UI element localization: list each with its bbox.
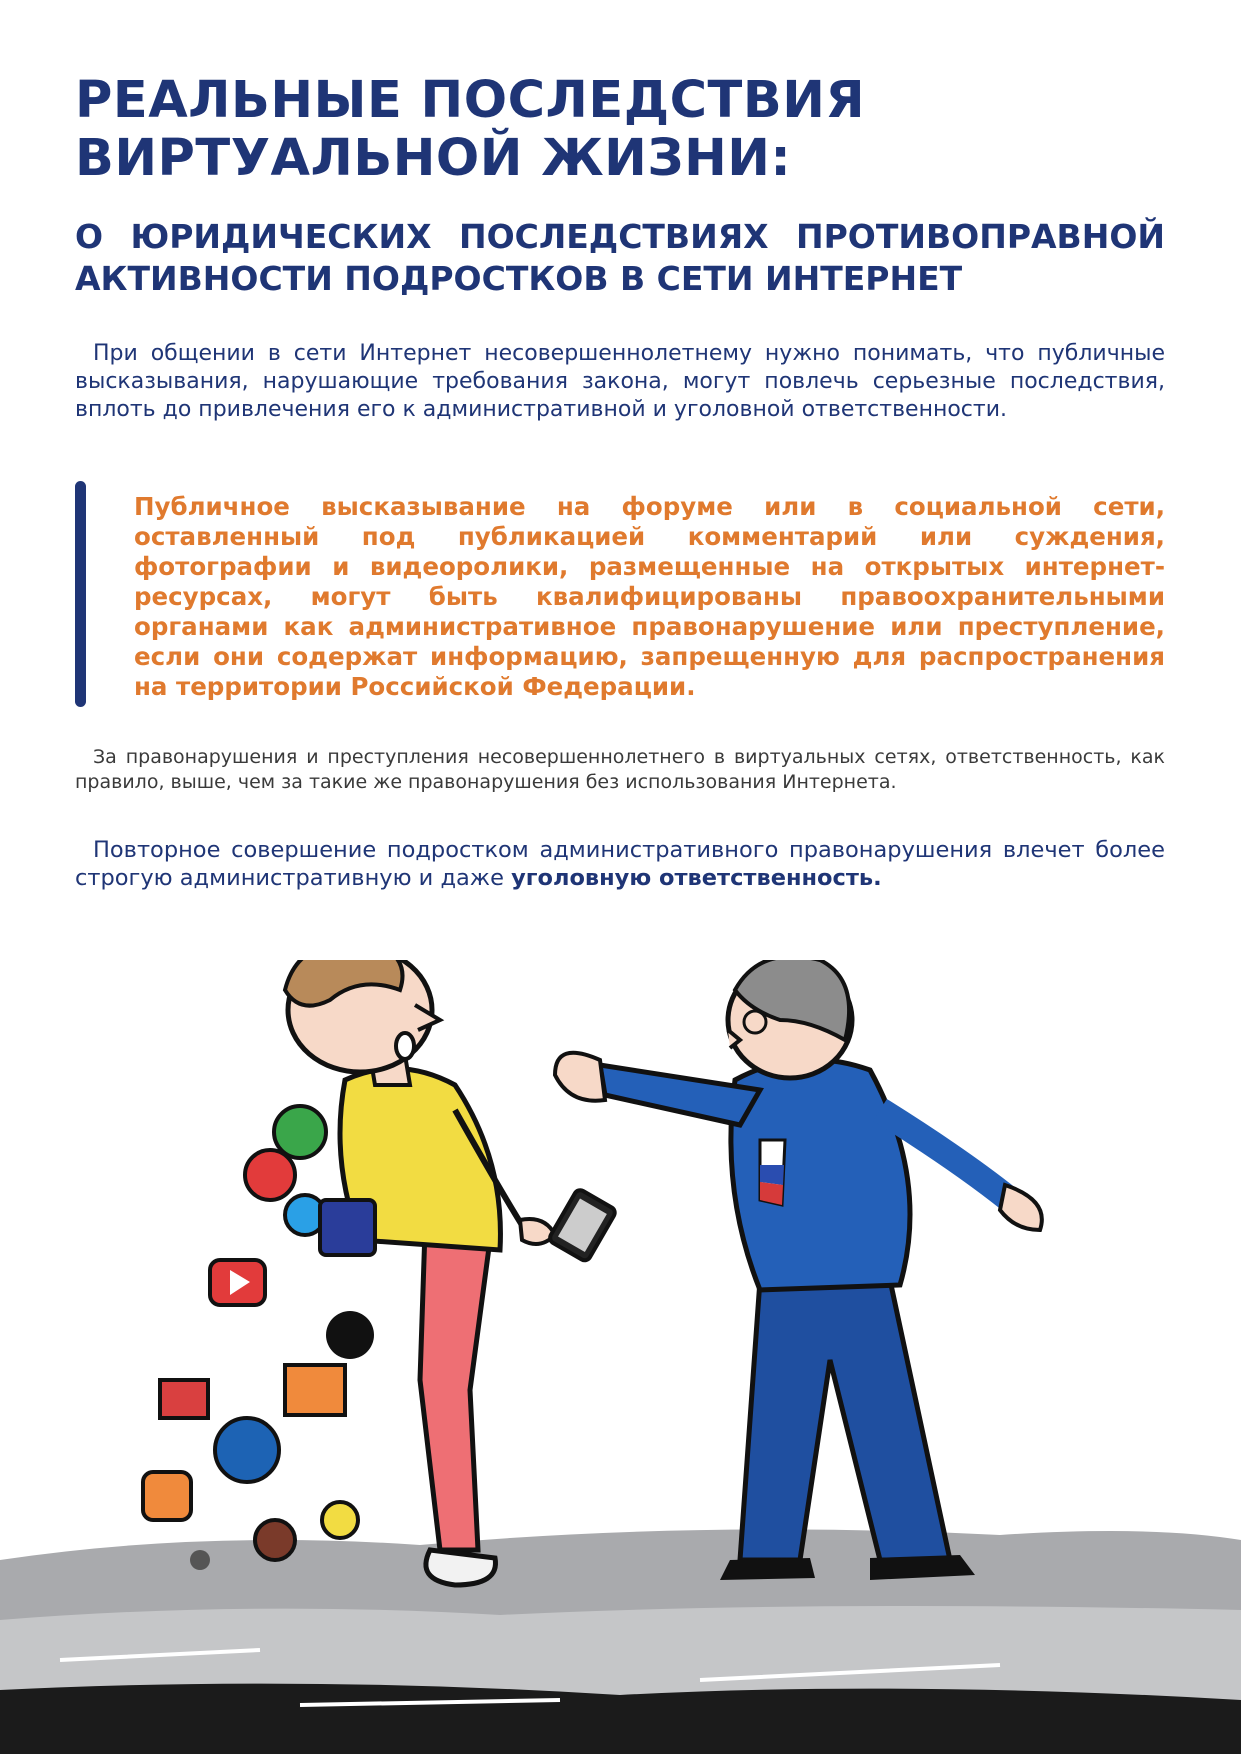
page-title — [75, 72, 1175, 188]
tiktok-icon — [326, 1311, 374, 1359]
ground-shadow — [0, 1529, 1241, 1754]
social-icons-pile — [143, 1106, 375, 1570]
linkedin-icon — [215, 1418, 279, 1482]
us-flag-icon — [160, 1380, 208, 1418]
quote-accent-bar — [75, 481, 86, 707]
intro-paragraph: При общении в сети Интернет несовершеннолетнему нужно понимать, что публичные высказывания, нарушающие требования закона, могут повлечь серьезные последствия, вплоть до привлечения его к административной и уголовной ответственности. — [75, 341, 1165, 422]
rainbow-flag-icon — [285, 1365, 345, 1415]
title-line-2: ВИРТУАЛЬНОЙ ЖИЗНИ: — [75, 129, 792, 188]
repeat-offense-paragraph — [75, 836, 1165, 892]
criminal-liability-emphasis: уголовную ответственность. — [511, 865, 882, 891]
odnoklassniki-icon — [143, 1472, 191, 1520]
official-figure — [555, 960, 1042, 1580]
highlighted-quote: Публичное высказывание на форуме или в социальной сети, оставленный под публикацией комментарий или суждения, фотографии и видеоролики, размещенные на открытых интернет-ресурсах, могут быть квалифицированы правоохранительными органами как административное правонарушение или преступление, если они содержат информацию, запрещенную для распространения на территории Российской Федерации. — [134, 492, 1165, 701]
note-paragraph: За правонарушения и преступления несовершеннолетнего в виртуальных сетях, ответственность, как правило, выше, чем за такие же правонарушения без использования Интернета. — [75, 746, 1165, 793]
eu-flag-icon — [320, 1200, 375, 1255]
page-subtitle: О ЮРИДИЧЕСКИХ ПОСЛЕДСТВИЯХ ПРОТИВОПРАВНОЙ АКТИВНОСТИ ПОДРОСТКОВ В СЕТИ ИНТЕРНЕТ — [75, 217, 1165, 298]
teenager-figure — [285, 960, 555, 1585]
title-line-1: РЕАЛЬНЫЕ ПОСЛЕДСТВИЯ — [75, 71, 866, 130]
smartphone-icon — [548, 1188, 617, 1262]
whatsapp-icon — [274, 1106, 326, 1158]
repeat-offense-text: Повторное совершение подростком административного правонарушения влечет более строгую административную и даже — [75, 837, 1165, 891]
cartoon-illustration — [0, 960, 1241, 1754]
